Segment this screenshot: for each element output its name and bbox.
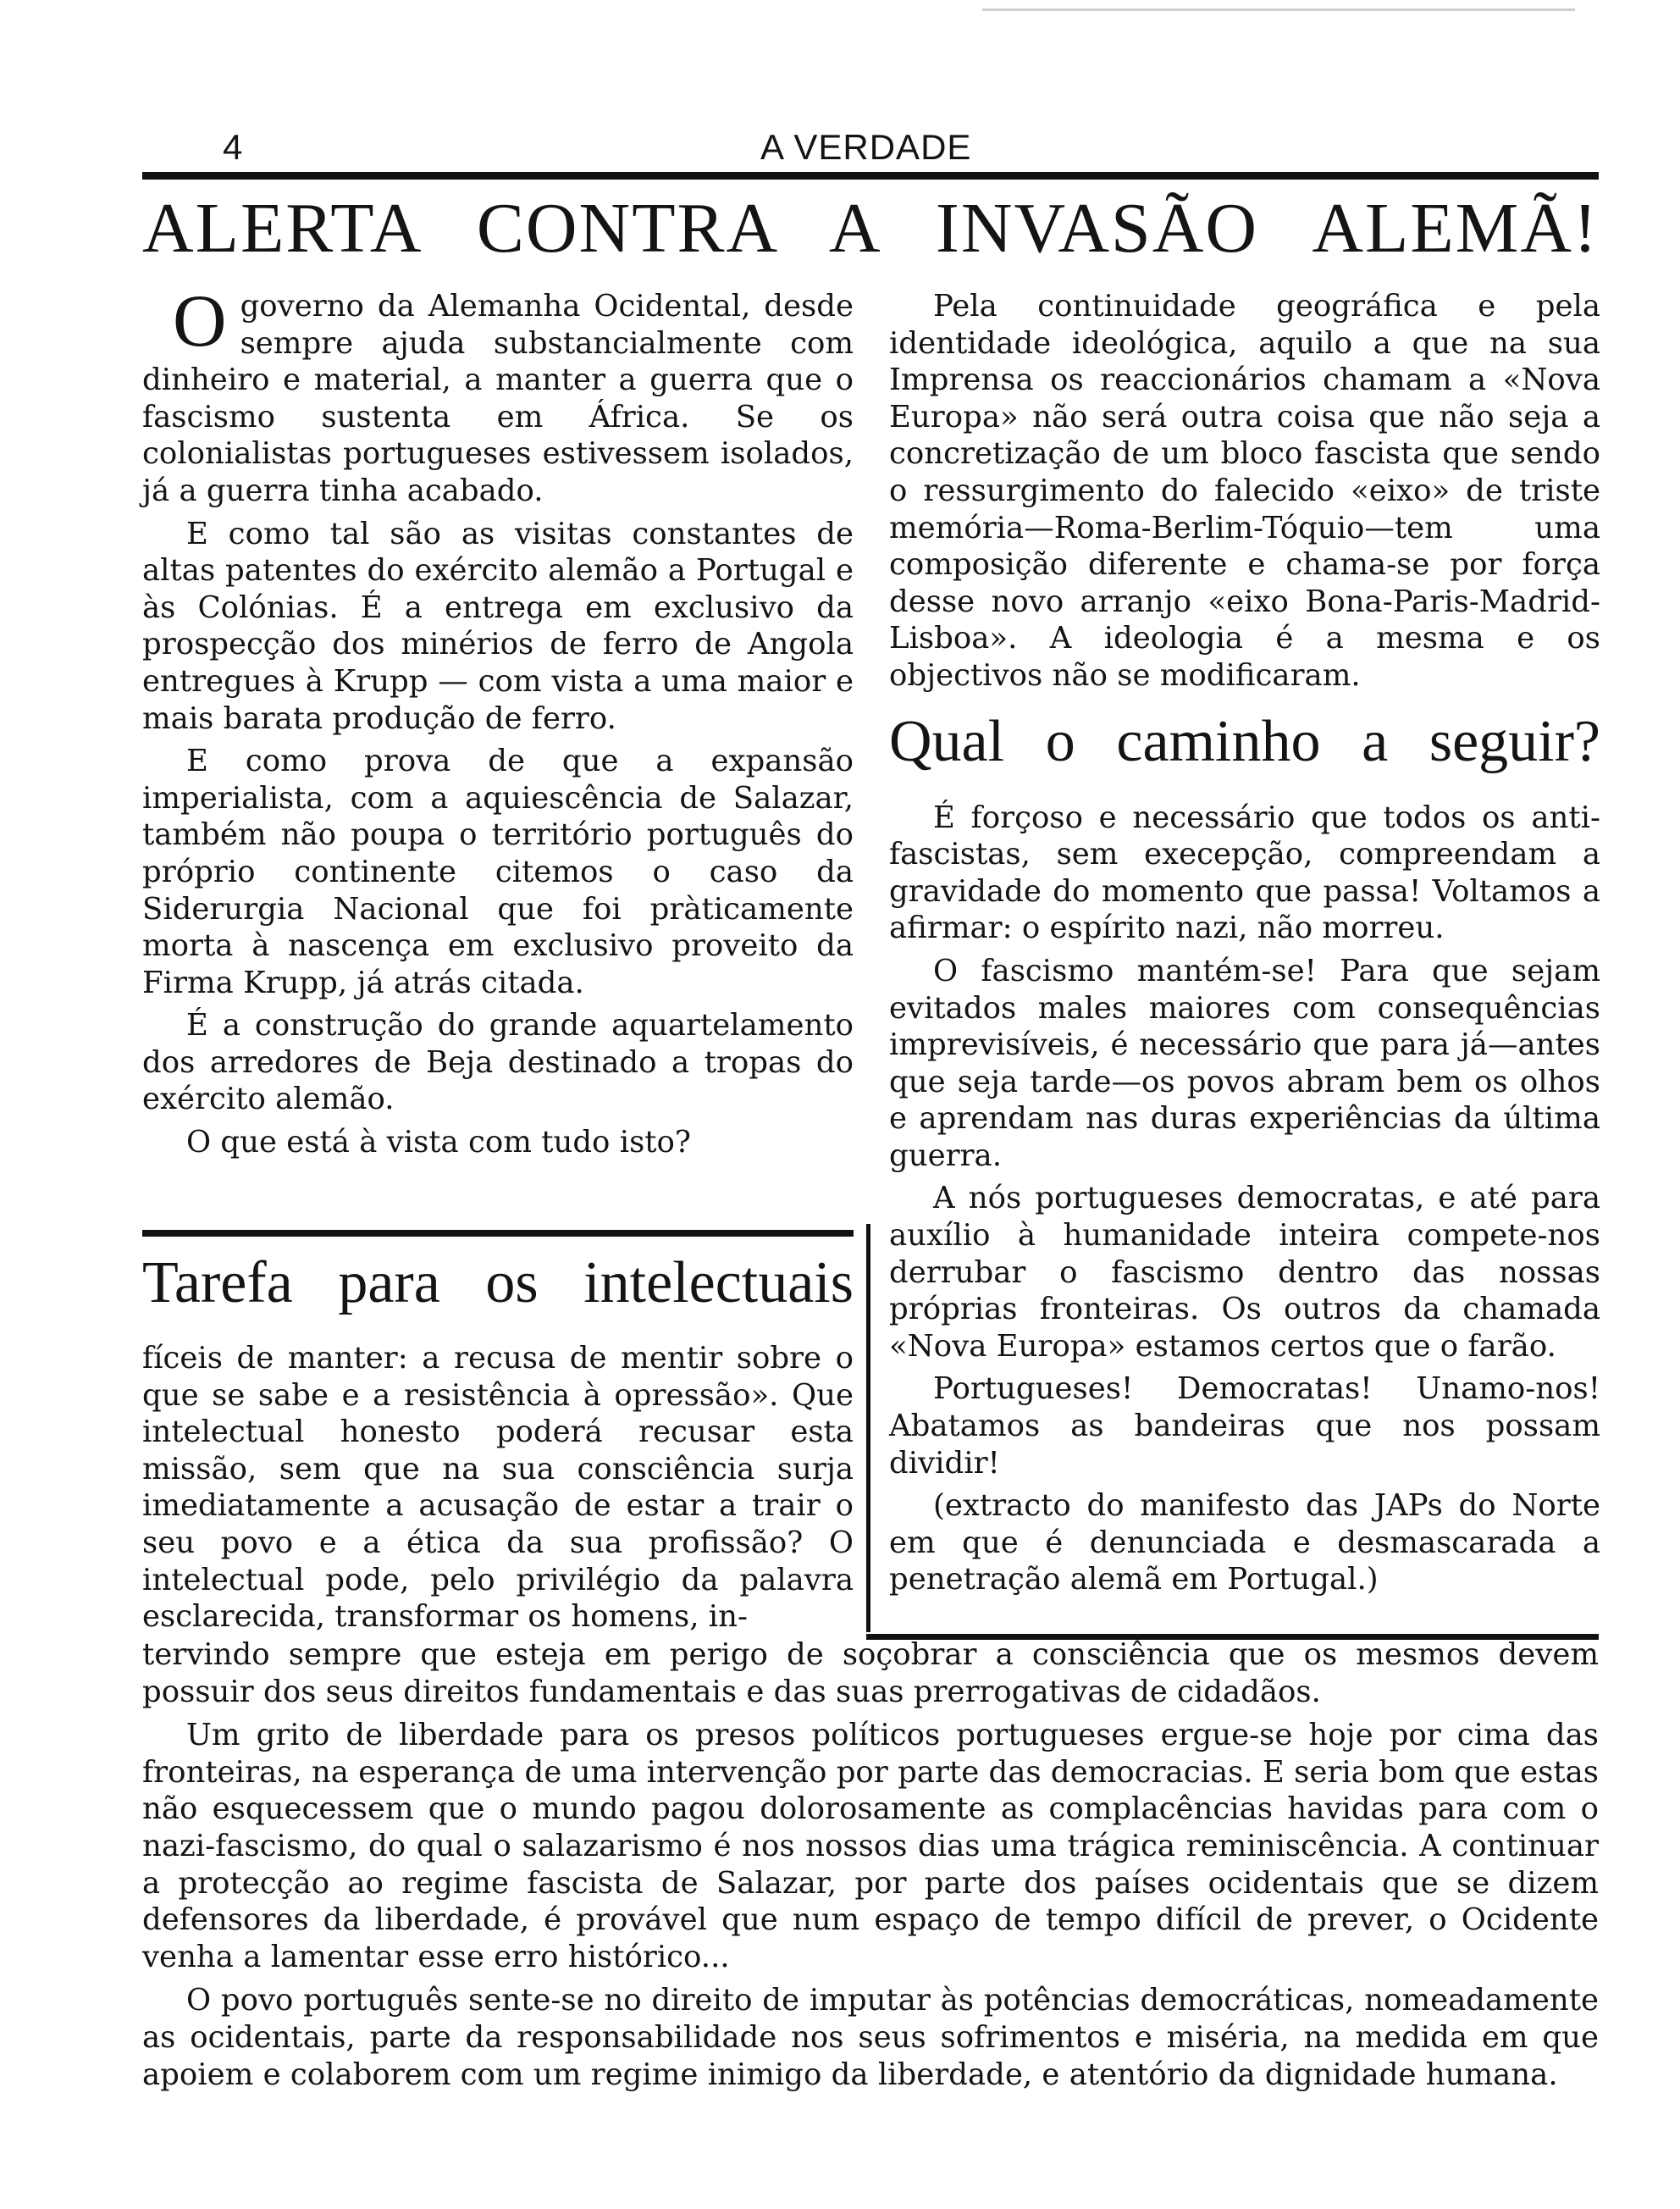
tarefa-paragraph: fíceis de manter: a recusa de mentir sobre o que se sabe e a resistência à opressão». Que intelectual honesto poderá recusar esta missão, sem que na sua consciência surja imediatamente a acusação de estar a trair o seu povo e a ética da sua profissão? O intelectual pode, pelo privilégio da palavra esclarecida, transformar os homens, in- xyxy=(142,1341,854,1635)
top-edge-mark xyxy=(982,8,1575,11)
tarefa-paragraph: tervindo sempre que esteja em perigo de soçobrar a consciência que os mesmos devem possuir dos seus direitos fundamentais e das suas prerrogativas de cidadãos. xyxy=(142,1637,1599,1709)
tarefa-body xyxy=(142,1340,854,1636)
publication-name: A VERDADE xyxy=(760,127,972,167)
article-paragraph: Portugueses! Democratas! Unamo-nos! Abatamos as bandeiras que nos possam dividir! xyxy=(889,1371,1600,1481)
tarefa-paragraph: Um grito de liberdade para os presos políticos portugueses ergue-se hoje por cima das fronteiras, na esperança de uma intervenção por parte das democracias. E seria bom que estas não esquecessem que o mundo pagou dolorosamente as complacências havidas para com o nazi-fascismo, do qual o salazarismo é nos nossos dias uma trágica reminiscência. A continuar a protecção ao regime fascista de Salazar, por parte dos países ocidentais que se dizem defensores da liberdade, é provável que num espaço de tempo difícil de prever, o Ocidente venha a lamentar esse erro histórico... xyxy=(142,1718,1599,1974)
article-paragraph: O fascismo mantém-se! Para que sejam evitados males maiores com consequências imprevisíveis, é necessário que para já—antes que seja tarde—os povos abram bem os olhos e aprendam nas duras experiências da última guerra. xyxy=(889,953,1600,1173)
running-head xyxy=(142,127,1599,174)
page-number: 4 xyxy=(223,127,243,167)
tarefa-title: Tarefa para os intelectuais xyxy=(142,1250,854,1315)
section-rule xyxy=(142,1230,854,1237)
article-paragraph: (extracto do manifesto das JAPs do Norte em que é denunciada e desmascarada a penetração alemã em Portugal.) xyxy=(889,1488,1600,1597)
article-paragraph xyxy=(142,280,854,510)
section-subhead: Qual o caminho a seguir? xyxy=(889,708,1600,774)
column-divider xyxy=(866,1224,870,1632)
article-paragraph: É a construção do grande aquartelamento dos arredores de Beja destinado a tropas do exército alemão. xyxy=(142,1008,854,1117)
right-column xyxy=(889,288,1600,1604)
tarefa-continuation xyxy=(142,1636,1599,2100)
article-paragraph: E como prova de que a expansão imperialista, com a aquiescência de Salazar, também não poupa o território português do próprio continente citemos o caso da Siderurgia Nacional que foi pràticamente morta à nascença em exclusivo proveito da Firma Krupp, já atrás citada. xyxy=(142,744,854,1000)
left-column xyxy=(142,280,854,1167)
headline: ALERTA CONTRA A INVASÃO ALEMÃ! xyxy=(142,189,1599,268)
drop-cap: O xyxy=(173,280,227,363)
article-paragraph: E como tal são as visitas constantes de altas patentes do exército alemão a Portugal e às Colónias. É a entrega em exclusivo da prospecção dos minérios de ferro de Angola entregues à Krupp — com vista a uma maior e mais barata produção de ferro. xyxy=(142,516,854,736)
article-paragraph: É forçoso e necessário que todos os anti-fascistas, sem execepção, compreendam a gravidade do momento que passa! Voltamos a afirmar: o espírito nazi, não morreu. xyxy=(889,800,1600,946)
article-paragraph: O que está à vista com tudo isto? xyxy=(186,1125,691,1160)
paragraph-text: governo da Alemanha Ocidental, desde sempre ajuda substancialmente com dinheiro e material, a manter a guerra que o fascismo sustenta em África. Se os colonialistas portugueses estivessem isolados, já a guerra tinha acabado. xyxy=(142,289,854,508)
article-paragraph: Pela continuidade geográfica e pela identidade ideológica, aquilo a que na sua Imprensa os reaccionários chamam a «Nova Europa» não será outra coisa que não seja a concretização de um bloco fascista que sendo o ressurgimento do falecido «eixo» de triste memória—Roma-Berlim-Tóquio—tem uma composição diferente e chama-se por força desse novo arranjo «eixo Bona-Paris-Madrid-Lisboa». A ideologia é a mesma e os objectivos não se modificaram. xyxy=(889,289,1600,693)
tarefa-paragraph: O povo português sente-se no direito de imputar às potências democráticas, nomeadamente as ocidentais, parte da responsabilidade nos seus sofrimentos e miséria, na medida em que apoiem e colaborem com um regime inimigo da liberdade, e atentório da dignidade humana. xyxy=(142,1983,1599,2092)
article-paragraph: A nós portugueses democratas, e até para auxílio à humanidade inteira compete-nos derrubar o fascismo dentro das nossas próprias fronteiras. Os outros da chamada «Nova Europa» estamos certos que o farão. xyxy=(889,1181,1600,1364)
header-rule xyxy=(142,172,1599,180)
